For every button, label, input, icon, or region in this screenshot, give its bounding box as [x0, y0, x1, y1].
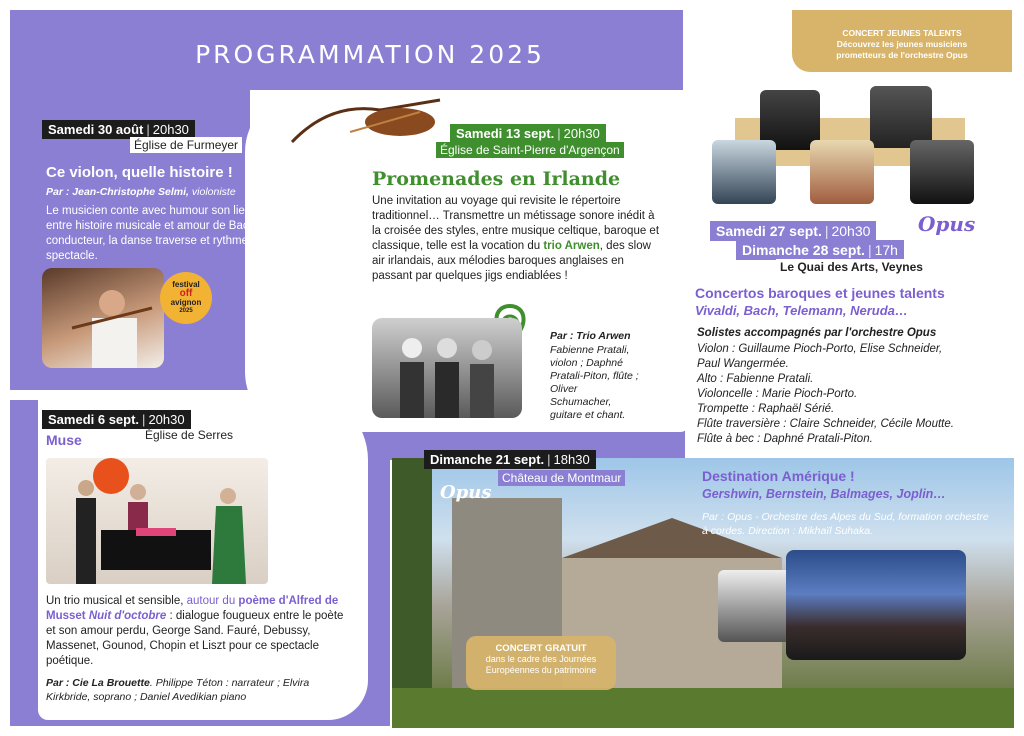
youth-line2: Découvrez les jeunes musiciens [836, 39, 968, 49]
e4-text [46, 594, 346, 669]
free-concert-text [466, 643, 616, 676]
e5-venue: Château de Montmaur [498, 470, 625, 486]
e3-title: Concertos baroques et jeunes talents [695, 285, 945, 301]
e5-time: 18h30 [553, 452, 590, 467]
e1-venue: Église de Furmeyer [130, 137, 242, 153]
e5-photo-orchestra [786, 550, 966, 660]
free-l1: CONCERT GRATUIT [495, 643, 587, 654]
e3-date1-label: Samedi 27 sept. [716, 223, 822, 239]
e4-text-hl2: poème d'Alfred de Musset [46, 595, 339, 622]
e4-sep: | [142, 412, 146, 427]
e4-time: 20h30 [148, 412, 185, 427]
page-title: PROGRAMMATION 2025 [195, 40, 545, 69]
festival-off-badge [160, 272, 212, 324]
e2-venue: Église de Saint-Pierre d'Argençon [436, 142, 624, 158]
e4-title: Muse [46, 432, 82, 448]
e3-soloists [697, 342, 954, 447]
e3-subtitle: Vivaldi, Bach, Telemann, Neruda… [695, 303, 908, 318]
e1-date-label: Samedi 30 août [48, 122, 144, 137]
soloist-line: Paul Wangermée. [697, 358, 789, 370]
e3-venue: Le Quai des Arts, Veynes [776, 259, 927, 275]
e1-title: Ce violon, quelle histoire ! [46, 164, 233, 181]
e4-photo-trio-piano [46, 458, 268, 584]
soloist-line: Flûte à bec : Daphné Pratali-Piton. [697, 433, 873, 445]
e1-by-label: Par : Jean-Christophe Selmi, [46, 186, 189, 198]
free-l3: Européennes du patrimoine [485, 665, 597, 675]
e2-text-b: , des slow air irlandais, aux mélodies baroques anglaises en passant par quelques jigs endiablées ! [372, 240, 651, 282]
e4-text-hl1: autour du [186, 595, 239, 607]
e2-photo-trio [372, 318, 522, 418]
soloist-line: Violoncelle : Marie Pioch-Porto. [697, 388, 858, 400]
e4-credits [46, 676, 336, 704]
instruments-illustration [290, 92, 450, 152]
e3-intro: Solistes accompagnés par l'orchestre Opus [697, 327, 937, 339]
e2-text [372, 194, 662, 284]
e5-sep: | [547, 452, 551, 467]
youth-line1: CONCERT JEUNES TALENTS [842, 28, 962, 38]
e1-photo-violinist [42, 268, 164, 368]
youth-banner-text [796, 28, 1008, 61]
e2-by: Par : Trio Arwen [550, 330, 631, 342]
soloist-line: Flûte traversière : Claire Schneider, Cécile Moutte. [697, 418, 954, 430]
photo-two-girls [810, 140, 874, 204]
e3-sep1: | [824, 223, 829, 239]
e4-date-label: Samedi 6 sept. [48, 412, 140, 427]
e2-credits: Fabienne Pratali, violon ; Daphné Pratali-Piton, flûte ; Oliver Schumacher, guitare et chant. [550, 344, 639, 421]
e3-date2-label: Dimanche 28 sept. [742, 242, 865, 258]
violin-bow-icon [290, 92, 450, 152]
badge-l4: 2025 [179, 308, 193, 314]
e4-text-b: : dialogue fougueux entre le poète et son amour perdu, George Sand. Fauré, Debussy, Massenet, Gounod, Chopin et Liszt pour ce spectacle poétique. [46, 610, 344, 667]
e5-photo-conductor [718, 570, 792, 642]
e3-time2: 17h [874, 242, 898, 258]
e5-date [424, 450, 596, 469]
e4-venue: Église de Serres [145, 428, 234, 442]
badge-l3: avignon [170, 298, 202, 307]
piano-trio-icon [46, 458, 268, 584]
e3-date1 [710, 221, 876, 241]
e2-date-label: Samedi 13 sept. [456, 126, 555, 141]
e3-sep2: | [867, 242, 872, 258]
soloist-line: Trompette : Raphaël Sérié. [697, 403, 835, 415]
trio-icon [372, 318, 522, 418]
badge-l1: festival [172, 280, 200, 289]
soloist-line: Alto : Fabienne Pratali. [697, 373, 814, 385]
e5-date-label: Dimanche 21 sept. [430, 452, 545, 467]
e3-time1: 20h30 [831, 223, 871, 239]
e4-date [42, 410, 191, 429]
e5-by: Par : Opus - Orchestre des Alpes du Sud, formation orchestre à cordes. Direction : Mikhaïl Suhaka. [702, 511, 989, 537]
violinist-icon [42, 268, 164, 368]
e5-title: Destination Amérique ! [702, 468, 855, 484]
e1-by [46, 186, 236, 198]
e1-time: 20h30 [152, 122, 189, 137]
e2-text-a: Une invitation au voyage qui revisite le répertoire traditionnel… Transmettre un métissage sonore inédit à la croisée des styles, entre musique celtique, baroque et classique, telle est la vocation du [372, 195, 660, 252]
opus-logo: Opus [918, 212, 976, 236]
e4-by-label: Par : Cie La Brouette [46, 677, 150, 689]
e5-opus-logo: Opus [440, 482, 492, 503]
e3-date2 [736, 240, 904, 260]
badge-l2: off [179, 288, 193, 299]
e1-by-role: violoniste [191, 186, 236, 198]
e2-text-hl: trio Arwen [543, 240, 600, 252]
e4-text-a: Un trio musical et sensible, [46, 595, 187, 607]
free-l2: dans le cadre des Journées [485, 654, 597, 664]
soloist-line: Violon : Guillaume Pioch-Porto, Elise Schneider, [697, 343, 943, 355]
photo-violin-boy [712, 140, 776, 204]
e5-subtitle: Gershwin, Bernstein, Balmages, Joplin… [702, 487, 946, 501]
photo-cello-girl [870, 86, 932, 148]
e4-text-hl3: Nuit d'octobre [85, 610, 167, 622]
e2-date [450, 124, 606, 143]
photo-trumpet-boy [910, 140, 974, 204]
e1-sep: | [146, 122, 150, 137]
e2-time: 20h30 [563, 126, 600, 141]
e2-title: Promenades en Irlande [372, 168, 621, 190]
e2-sep: | [557, 126, 561, 141]
e4-credits-text: . Philippe Téton : narrateur ; Elvira Kirkbride, soprano ; Daniel Avedikian piano [46, 677, 310, 703]
youth-line3: prometteurs de l'orchestre Opus [836, 50, 968, 60]
e1-text: Le musicien conte avec humour son lien au violon, entre histoire musicale et amour de Bach… Fil conducteur, la danse traverse et rythme ce spectacle. [46, 205, 304, 262]
